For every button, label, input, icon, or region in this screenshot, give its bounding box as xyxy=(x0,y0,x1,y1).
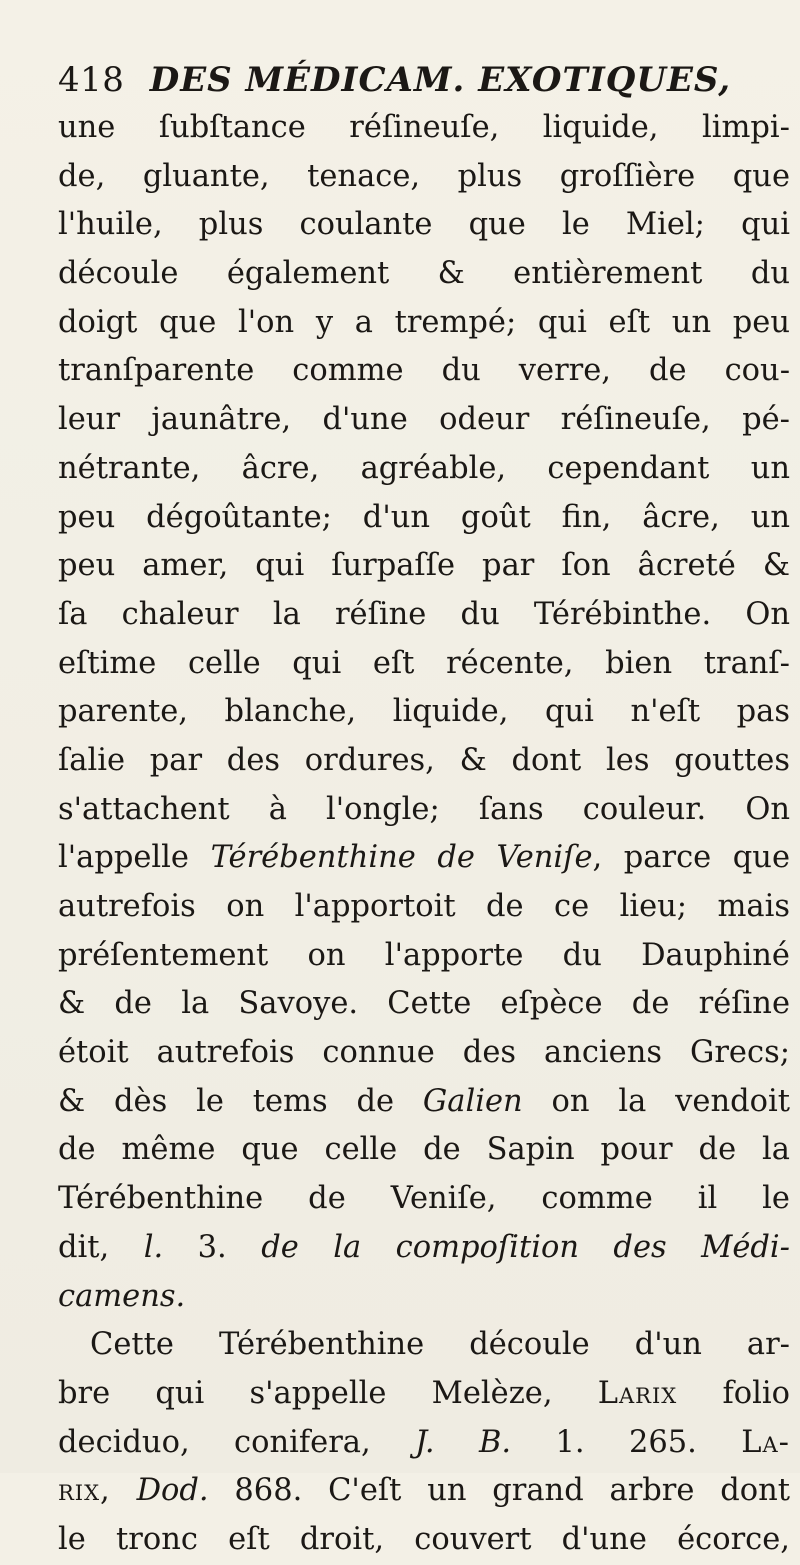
text-line: découle également & entièrement du xyxy=(58,256,790,292)
text-line xyxy=(58,834,790,883)
text-line: ſa chaleur la réſine du Térébinthe. On xyxy=(58,596,790,632)
small-caps-name: Larix xyxy=(597,1375,678,1411)
text-span: folio xyxy=(722,1375,791,1411)
text-span: & dès le tems de xyxy=(58,1083,395,1119)
text-line: peu amer, qui ſurpaſſe par ſon âcreté & xyxy=(58,548,790,584)
text-line xyxy=(58,1467,790,1516)
italic-ref: Dod. xyxy=(136,1473,209,1509)
text-line: une ſubſtance réſineuſe, liquide, limpi- xyxy=(58,110,790,145)
text-span: on la vendoit xyxy=(551,1083,790,1119)
page-number: 418 xyxy=(58,60,125,100)
text-line: tranſparente comme du verre, de cou- xyxy=(58,353,790,389)
text-line: leur jaunâtre, d'une odeur réſineuſe, pé- xyxy=(58,402,790,438)
text-line xyxy=(58,1078,790,1127)
text-line: l'huile, plus coulante que le Miel; qui xyxy=(58,207,790,243)
small-caps-name: rix, xyxy=(58,1473,111,1509)
small-caps-name: La- xyxy=(741,1424,790,1460)
text-line: & de la Savoye. Cette eſpèce de réſine xyxy=(58,986,790,1022)
running-title: DES MÉDICAM. EXOTIQUES, xyxy=(149,60,732,100)
text-span: 1. 265. xyxy=(555,1424,697,1460)
text-line: Térébenthine de Veniſe, comme il le xyxy=(58,1181,790,1217)
text-line: s'attachent à l'ongle; ſans couleur. On xyxy=(58,791,790,827)
italic-ref: l. xyxy=(143,1229,164,1265)
text-span: deciduo, conifera, xyxy=(58,1424,371,1460)
text-line: eſtime celle qui eſt récente, bien tranſ- xyxy=(58,645,790,681)
text-line xyxy=(58,1224,790,1273)
text-line: préſentement on l'apporte du Dauphiné xyxy=(58,937,790,973)
text-line: ſalie par des ordures, & dont les gouttes xyxy=(58,742,790,778)
text-line xyxy=(58,1370,790,1419)
body-text xyxy=(58,104,790,1565)
italic-work-title: de la compoſition des Médi- xyxy=(261,1229,790,1265)
text-line xyxy=(58,1419,790,1468)
text-line: le tronc eſt droit, couvert d'une écorce, xyxy=(58,1521,790,1557)
italic-ref: J. B. xyxy=(415,1424,512,1460)
text-span: , parce que xyxy=(592,840,790,876)
text-line: camens. xyxy=(58,1278,186,1314)
italic-author: Galien xyxy=(422,1083,523,1119)
text-span: dit, xyxy=(58,1229,110,1265)
text-line: de même que celle de Sapin pour de la xyxy=(58,1132,790,1168)
text-span: l'appelle xyxy=(58,840,189,876)
text-line: de, gluante, tenace, plus groſſière que xyxy=(58,158,790,194)
text-line: parente, blanche, liquide, qui n'eſt pas xyxy=(58,694,790,730)
text-line: nétrante, âcre, agréable, cependant un xyxy=(58,450,790,486)
italic-name: Térébenthine de Veniſe xyxy=(210,840,593,876)
running-header xyxy=(58,60,778,106)
text-line: peu dégoûtante; d'un goût fin, âcre, un xyxy=(58,499,790,535)
text-line: doigt que l'on y a trempé; qui eſt un peu xyxy=(58,304,790,340)
text-span: bre qui s'appelle Melèze, xyxy=(58,1375,553,1411)
text-line: Cette Térébenthine découle d'un ar- xyxy=(90,1327,790,1363)
text-span: 3. xyxy=(197,1229,227,1265)
text-line: étoit autrefois connue des anciens Grecs; xyxy=(58,1035,790,1071)
text-line: autrefois on l'apportoit de ce lieu; mais xyxy=(58,889,790,924)
text-span: 868. C'eſt un grand arbre dont xyxy=(234,1473,791,1509)
